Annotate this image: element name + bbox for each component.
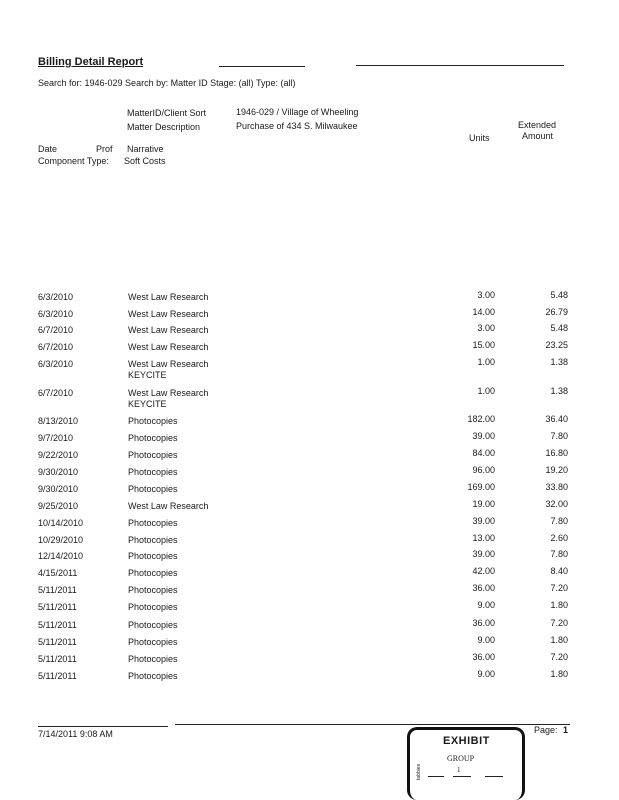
- col-header-narrative: Narrative: [127, 144, 164, 154]
- row-units: 19.00: [472, 499, 495, 509]
- row-narrative: Photocopies: [128, 433, 178, 443]
- row-amount: 1.38: [550, 357, 568, 367]
- row-units: 9.00: [477, 669, 495, 679]
- matter-id-value: 1946-029 / Village of Wheeling: [236, 107, 359, 117]
- row-amount: 8.40: [550, 566, 568, 576]
- row-amount: 5.48: [550, 323, 568, 333]
- header-rule-1: [219, 66, 305, 67]
- matter-id-label: MatterID/Client Sort: [127, 108, 207, 118]
- page-number: 1: [563, 725, 569, 735]
- row-units: 84.00: [472, 448, 495, 458]
- row-amount: 1.80: [550, 669, 568, 679]
- row-units: 36.00: [472, 583, 495, 593]
- row-units: 96.00: [472, 465, 495, 475]
- row-date: 4/15/2011: [38, 568, 78, 578]
- footer-rule-left: [38, 726, 168, 727]
- row-narrative: West Law Research: [128, 292, 209, 302]
- row-date: 9/30/2010: [38, 484, 79, 494]
- row-amount: 19.20: [545, 465, 568, 475]
- row-date: 5/11/2011: [38, 602, 77, 612]
- row-amount: 1.80: [550, 635, 568, 645]
- row-units: 182.00: [467, 414, 495, 424]
- row-amount: 26.79: [545, 307, 568, 317]
- row-units: 14.00: [472, 307, 495, 317]
- row-date: 5/11/2011: [38, 671, 77, 681]
- row-narrative-detail: KEYCITE: [128, 370, 167, 380]
- row-units: 36.00: [472, 618, 495, 628]
- row-date: 5/11/2011: [38, 620, 77, 630]
- row-units: 39.00: [472, 516, 495, 526]
- row-date: 9/22/2010: [38, 450, 79, 460]
- row-narrative: Photocopies: [128, 484, 178, 494]
- search-criteria: Search for: 1946-029 Search by: Matter ID Stage: (all) Type: (all): [38, 78, 296, 88]
- matter-desc-value: Purchase of 434 S. Milwaukee: [236, 121, 358, 131]
- row-date: 9/7/2010: [38, 433, 74, 443]
- row-date: 12/14/2010: [38, 551, 84, 561]
- exhibit-stamp-group: GROUP: [447, 754, 475, 763]
- row-date: 8/13/2010: [38, 416, 79, 426]
- exhibit-stamp: [407, 727, 525, 800]
- row-narrative: Photocopies: [128, 637, 178, 647]
- row-amount: 1.38: [550, 386, 568, 396]
- row-narrative: Photocopies: [128, 535, 178, 545]
- row-narrative: West Law Research: [128, 359, 209, 369]
- row-narrative: Photocopies: [128, 467, 178, 477]
- row-units: 1.00: [477, 386, 495, 396]
- row-date: 5/11/2011: [38, 654, 77, 664]
- report-title: Billing Detail Report: [38, 56, 144, 68]
- exhibit-stamp-line-2: [453, 776, 471, 777]
- row-amount: 7.80: [550, 431, 568, 441]
- row-narrative: West Law Research: [128, 342, 209, 352]
- row-amount: 2.60: [550, 533, 568, 543]
- row-units: 169.00: [467, 482, 495, 492]
- row-date: 5/11/2011: [38, 637, 77, 647]
- exhibit-stamp-line-1: [428, 776, 444, 777]
- row-units: 13.00: [472, 533, 495, 543]
- row-narrative: Photocopies: [128, 602, 178, 612]
- row-date: 6/3/2010: [38, 292, 74, 302]
- row-amount: 23.25: [545, 340, 568, 350]
- row-amount: 33.80: [545, 482, 568, 492]
- row-amount: 1.80: [550, 600, 568, 610]
- row-date: 5/11/2011: [38, 585, 77, 595]
- row-amount: 7.80: [550, 549, 568, 559]
- row-units: 39.00: [472, 431, 495, 441]
- row-narrative: Photocopies: [128, 416, 178, 426]
- row-units: 9.00: [477, 635, 495, 645]
- row-date: 10/29/2010: [38, 535, 84, 545]
- col-header-extended: Extended: [518, 120, 557, 130]
- row-units: 1.00: [477, 357, 495, 367]
- row-units: 9.00: [477, 600, 495, 610]
- row-date: 6/7/2010: [38, 342, 74, 352]
- row-amount: 7.20: [550, 618, 568, 628]
- row-narrative: West Law Research: [128, 325, 209, 335]
- col-header-units: Units: [469, 133, 490, 143]
- row-narrative: Photocopies: [128, 568, 178, 578]
- row-narrative: Photocopies: [128, 551, 178, 561]
- row-units: 3.00: [477, 290, 495, 300]
- row-date: 9/30/2010: [38, 467, 79, 477]
- col-header-date: Date: [38, 144, 58, 154]
- row-date: 6/7/2010: [38, 388, 74, 398]
- exhibit-stamp-side-text: tabbies: [416, 763, 422, 780]
- row-amount: 36.40: [545, 414, 568, 424]
- row-date: 6/7/2010: [38, 325, 74, 335]
- row-narrative: Photocopies: [128, 620, 178, 630]
- row-narrative: West Law Research: [128, 388, 209, 398]
- page-label: Page:: [534, 725, 558, 735]
- row-units: 15.00: [472, 340, 495, 350]
- exhibit-stamp-number: 1: [457, 766, 461, 774]
- header-rule-2: [356, 65, 564, 66]
- row-narrative: Photocopies: [128, 450, 178, 460]
- row-narrative: Photocopies: [128, 585, 178, 595]
- row-narrative: Photocopies: [128, 654, 178, 664]
- row-date: 9/25/2010: [38, 501, 79, 511]
- row-date: 6/3/2010: [38, 309, 74, 319]
- col-header-prof: Prof: [96, 144, 113, 154]
- row-amount: 7.80: [550, 516, 568, 526]
- row-narrative-detail: KEYCITE: [128, 399, 167, 409]
- row-units: 42.00: [472, 566, 495, 576]
- row-date: 10/14/2010: [38, 518, 84, 528]
- component-type-label: Component Type:: [38, 156, 109, 166]
- row-amount: 7.20: [550, 652, 568, 662]
- footer-rule-right: [175, 724, 570, 725]
- matter-desc-label: Matter Description: [127, 122, 201, 132]
- component-type-value: Soft Costs: [124, 156, 166, 166]
- exhibit-stamp-line-3: [485, 776, 503, 777]
- row-narrative: Photocopies: [128, 671, 178, 681]
- row-amount: 5.48: [550, 290, 568, 300]
- row-amount: 7.20: [550, 583, 568, 593]
- exhibit-stamp-title: EXHIBIT: [443, 735, 490, 747]
- row-date: 6/3/2010: [38, 359, 74, 369]
- row-narrative: West Law Research: [128, 309, 209, 319]
- row-units: 3.00: [477, 323, 495, 333]
- row-narrative: Photocopies: [128, 518, 178, 528]
- row-amount: 16.80: [545, 448, 568, 458]
- row-amount: 32.00: [545, 499, 568, 509]
- row-units: 39.00: [472, 549, 495, 559]
- row-units: 36.00: [472, 652, 495, 662]
- row-narrative: West Law Research: [128, 501, 209, 511]
- col-header-amount: Amount: [522, 131, 554, 141]
- report-timestamp: 7/14/2011 9:08 AM: [38, 729, 113, 739]
